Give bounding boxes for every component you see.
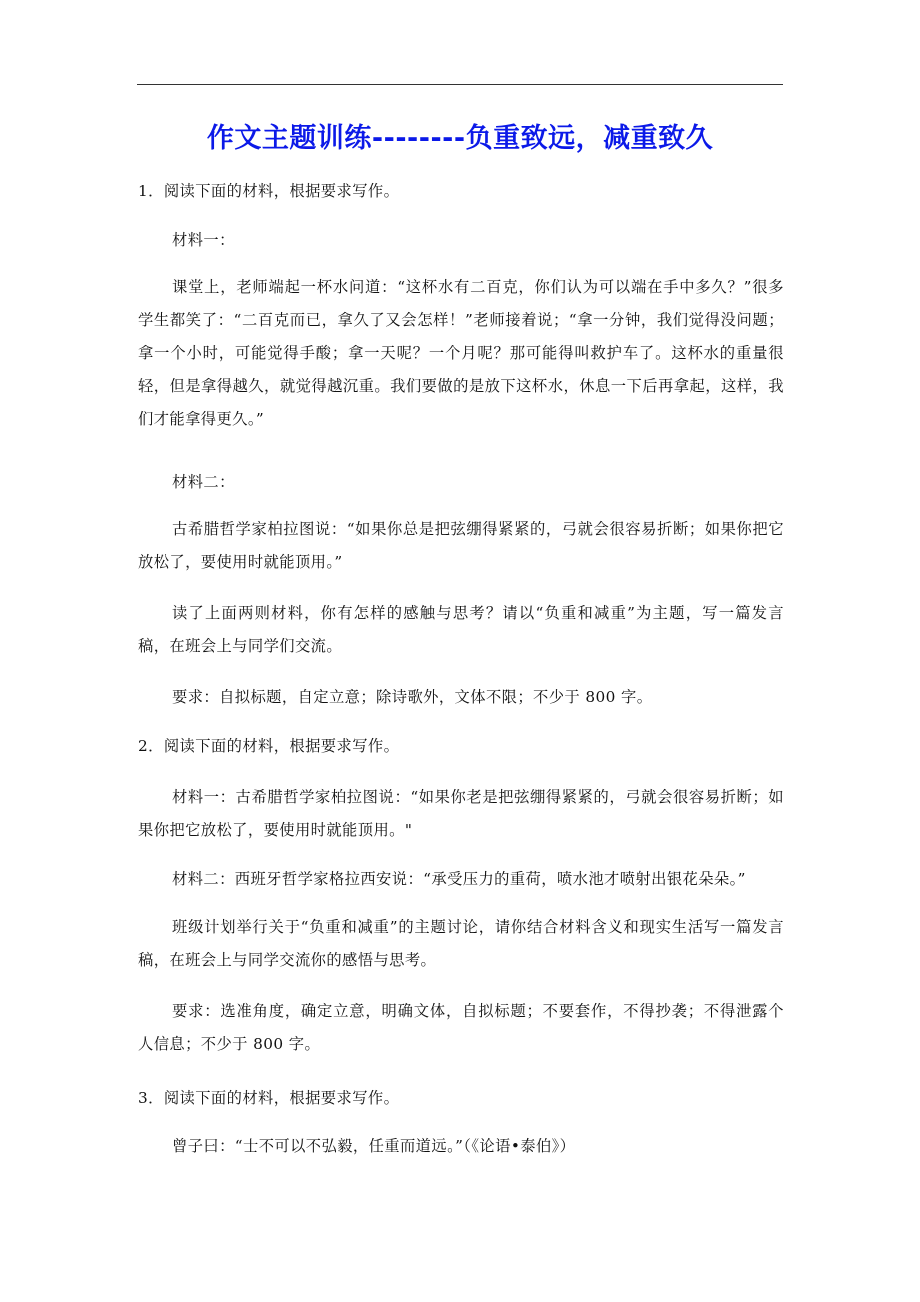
q3-quote: 曾子曰：“士不可以不弘毅，任重而道远。”（《论语•泰伯》） — [172, 1137, 576, 1155]
q1-material1-text: 课堂上，老师端起一杯水问道：“这杯水有二百克，你们认为可以端在手中多久？”很多学生都笑了：“二百克而已，拿久了又会怎样！”老师接着说；“拿一分钟，我们觉得没问题；拿一个小时，可能觉得手酸；拿一天呢？一个月呢？那可能得叫救护车了。这杯水的重量很轻，但是拿得越久，就觉得越沉重。我们要做的是放下这杯水，休息一下后再拿起，这样，我们才能拿得更久。” — [138, 278, 784, 428]
q2-requirements: 要求：选准角度，确定立意，明确文体，自拟标题；不要套作，不得抄袭；不得泄露个人信息；不少于 800 字。 — [138, 1002, 784, 1053]
header-rule — [137, 84, 783, 85]
q1-material1-label: 材料一： — [172, 231, 235, 249]
q2-material1: 材料一：古希腊哲学家柏拉图说：“如果你老是把弦绷得紧紧的，弓就会很容易折断；如果你把它放松了，要使用时就能顶用。" — [138, 788, 784, 839]
q1-material2-label: 材料二： — [172, 473, 235, 491]
q1-material2-text: 古希腊哲学家柏拉图说：“如果你总是把弦绷得紧紧的，弓就会很容易折断；如果你把它放松了，要使用时就能顶用。” — [138, 520, 784, 571]
q2-prompt: 2．阅读下面的材料，根据要求写作。 — [138, 737, 400, 755]
q2-material2: 材料二：西班牙哲学家格拉西安说：“承受压力的重荷，喷水池才喷射出银花朵朵。” — [172, 870, 746, 888]
q1-task: 读了上面两则材料，你有怎样的感触与思考？请以“负重和减重”为主题，写一篇发言稿，在班会上与同学们交流。 — [138, 604, 784, 655]
q1-prompt: 1．阅读下面的材料，根据要求写作。 — [138, 182, 400, 200]
q3-prompt: 3．阅读下面的材料，根据要求写作。 — [138, 1089, 400, 1107]
q1-requirements: 要求：自拟标题，自定立意；除诗歌外，文体不限；不少于 800 字。 — [172, 688, 653, 706]
q2-task: 班级计划举行关于“负重和减重”的主题讨论，请你结合材料含义和现实生活写一篇发言稿，在班会上与同学交流你的感悟与思考。 — [138, 918, 784, 969]
document-title: 作文主题训练--------负重致远，减重致久 — [206, 123, 714, 154]
